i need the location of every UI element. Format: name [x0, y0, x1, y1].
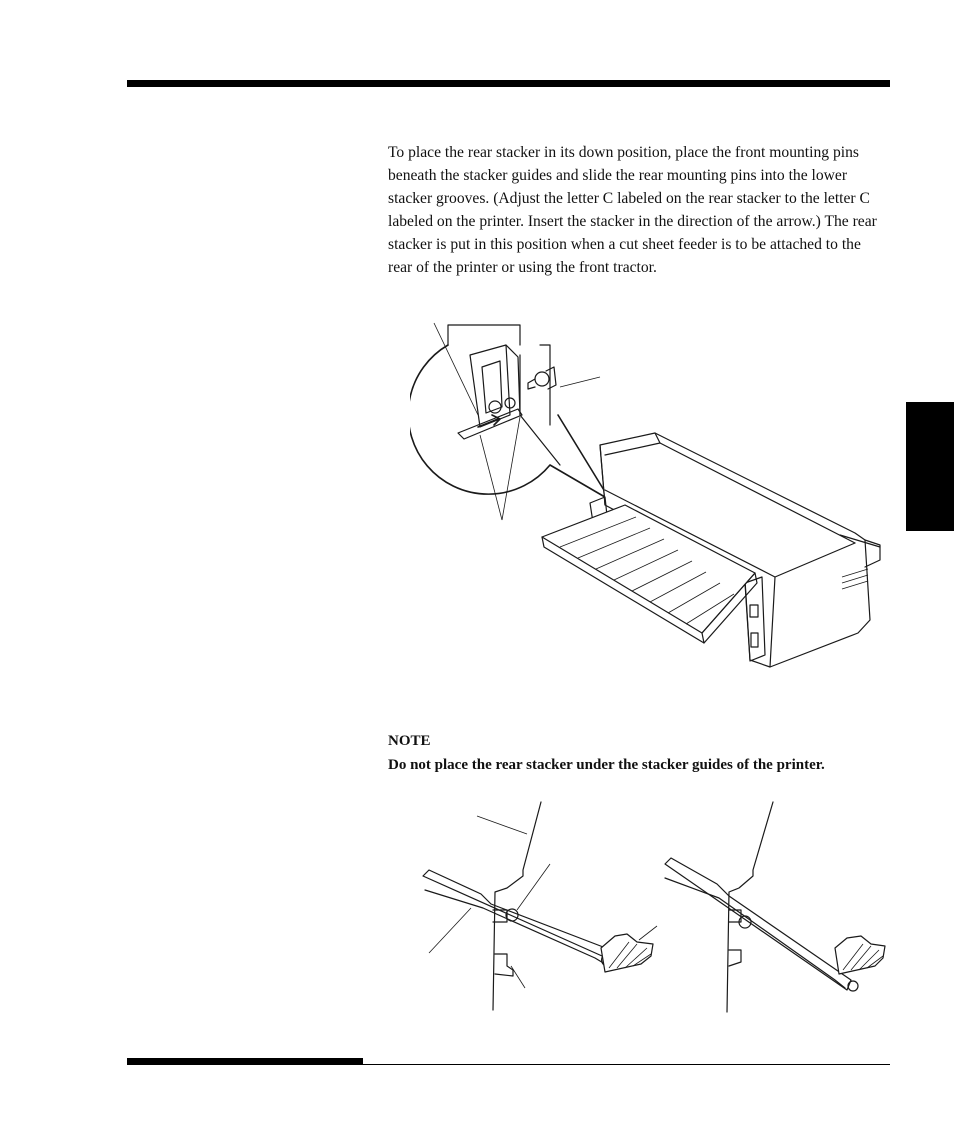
- leader-line: [639, 926, 657, 940]
- note-heading: NOTE: [388, 733, 431, 749]
- leader-line: [517, 864, 550, 910]
- note-text: Do not place the rear stacker under the stacker guides of the printer.: [388, 757, 825, 773]
- chapter-tab: [906, 402, 954, 531]
- leader-line: [502, 417, 520, 520]
- body-paragraph: To place the rear stacker in its down position, place the front mounting pins beneath the stacker guides and slide the rear mounting pins into the lower stacker grooves. (Adjust the letter C labeled on the rear stacker to the letter C labeled on the printer. Insert the stacker in the direction of the arrow.) The rear stacker is put in this position when a cut sheet feeder is to be attached to the rear of the printer or using the front tractor.: [388, 144, 877, 276]
- leader-line: [429, 908, 471, 953]
- header-rule: [127, 80, 890, 87]
- footer-rule-thick: [127, 1058, 363, 1065]
- incorrect-placement-view: [665, 802, 885, 1012]
- printer-stacker-illustration: [410, 315, 890, 685]
- leader-line: [477, 816, 527, 834]
- leader-line: [560, 377, 600, 387]
- leader-line: [480, 435, 502, 520]
- correct-placement-view: [423, 802, 657, 1010]
- leader-line: [511, 966, 525, 988]
- footer-rule-thin: [363, 1064, 890, 1065]
- stacker-placement-diagram: [415, 798, 890, 1018]
